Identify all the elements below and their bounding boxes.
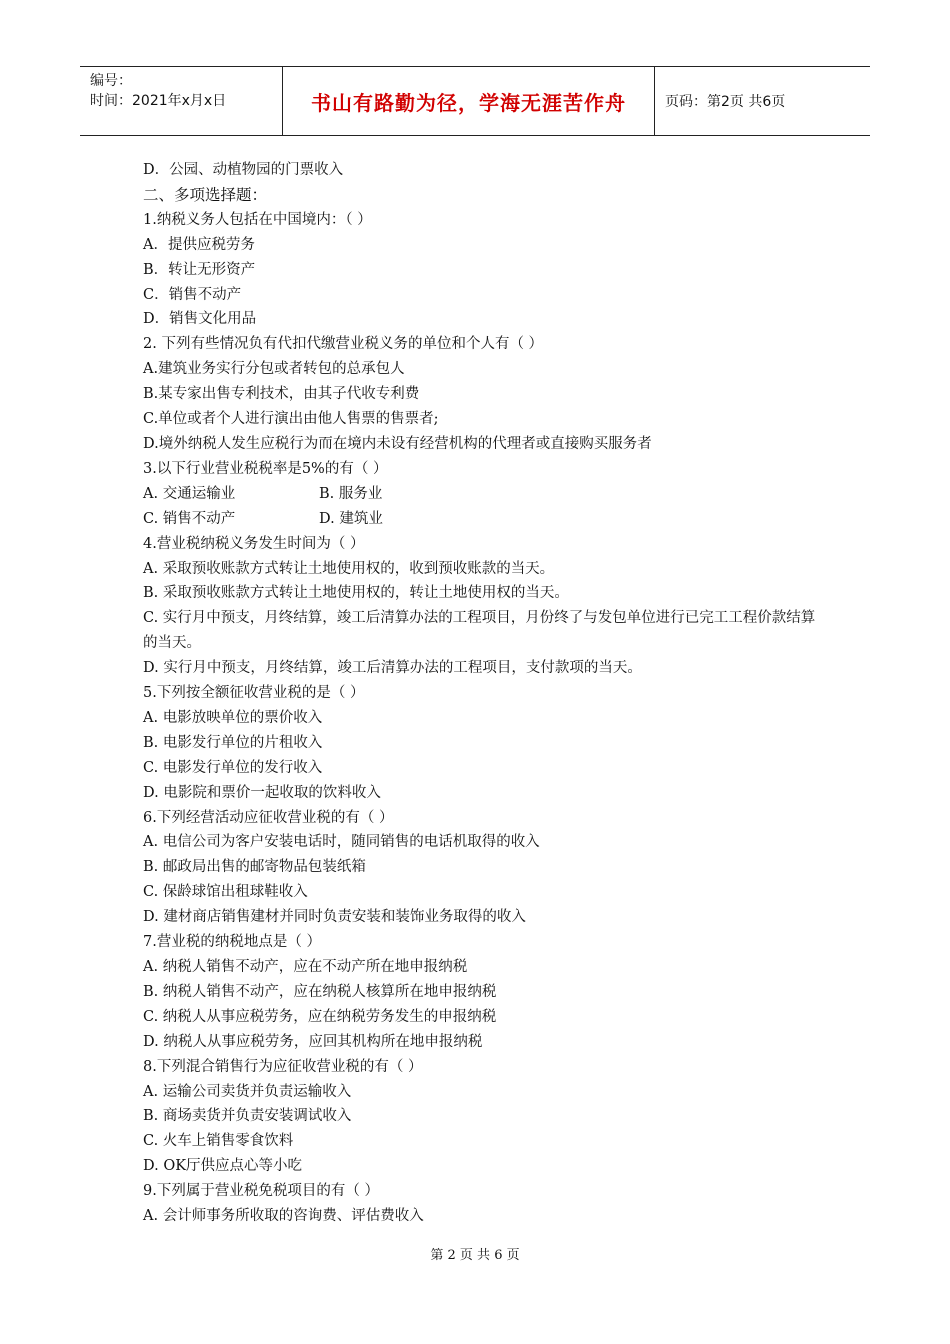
- header-meta: [80, 67, 283, 135]
- question-1: 1.纳税义务人包括在中国境内：（ ）: [143, 211, 372, 228]
- q3-options-row-1: [143, 482, 823, 507]
- q7-option-d: D. 纳税人从事应税劳务，应回其机构所在地申报纳税: [143, 1033, 483, 1050]
- question-7: 7.营业税的纳税地点是（ ）: [143, 934, 321, 951]
- q8-option-c: C. 火车上销售零食饮料: [143, 1133, 294, 1150]
- q3-option-c: C. 销售不动产: [143, 510, 236, 527]
- page-header: [80, 66, 870, 136]
- q7-option-a: A. 纳税人销售不动产，应在不动产所在地申报纳税: [143, 959, 468, 975]
- q3-option-d: D. 建筑业: [319, 510, 383, 527]
- q3-option-b: B. 服务业: [319, 485, 383, 502]
- q-prev-option-d: D．公园、动植物园的门票收入: [143, 162, 344, 178]
- q1-option-a: A．提供应税劳务: [143, 236, 255, 253]
- q7-option-b: B. 纳税人销售不动产，应在纳税人核算所在地申报纳税: [143, 983, 497, 1000]
- page-footer: 第 2 页 共 6 页: [430, 1248, 520, 1263]
- q4-option-a: A. 采取预收账款方式转让土地使用权的，收到预收账款的当天。: [143, 560, 555, 577]
- question-2: 2. 下列有些情况负有代扣代缴营业税义务的单位和个人有（ ）: [143, 336, 544, 353]
- q1-option-d: D．销售文化用品: [143, 311, 257, 328]
- header-page-label: 页码：第2页 共6页: [665, 94, 786, 110]
- q3-option-a: A. 交通运输业: [143, 485, 236, 502]
- q4-option-d: D. 实行月中预支，月终结算，竣工后清算办法的工程项目，支付款项的当天。: [143, 660, 642, 677]
- q3-options-row-2: [143, 507, 823, 532]
- question-8: 8.下列混合销售行为应征收营业税的有（ ）: [143, 1058, 423, 1075]
- q5-option-b: B. 电影发行单位的片租收入: [143, 734, 323, 751]
- time-label: 时间：2021年x月x日: [90, 93, 227, 109]
- q4-option-c: C. 实行月中预支，月终结算，竣工后清算办法的工程项目，月份终了与发包单位进行已完工工程价款结算的当天。: [143, 610, 816, 652]
- q8-option-b: B. 商场卖货并负责安装调试收入: [143, 1108, 352, 1125]
- q1-option-b: B．转让无形资产: [143, 261, 256, 278]
- q6-option-a: A. 电信公司为客户安装电话时，随同销售的电话机取得的收入: [143, 834, 540, 851]
- section-heading-multiple-choice: 二、多项选择题：: [143, 185, 268, 204]
- q6-option-b: B. 邮政局出售的邮寄物品包装纸箱: [143, 859, 366, 876]
- q7-option-c: C. 纳税人从事应税劳务，应在纳税劳务发生的申报纳税: [143, 1008, 497, 1025]
- q4-option-b: B. 采取预收账款方式转让土地使用权的，转让土地使用权的当天。: [143, 585, 569, 602]
- question-4: 4.营业税纳税义务发生时间为（ ）: [143, 535, 365, 552]
- code-label: 编号：: [90, 73, 132, 89]
- question-9: 9.下列属于营业税免税项目的有（ ）: [143, 1183, 379, 1200]
- question-5: 5.下列按全额征收营业税的是（ ）: [143, 685, 365, 702]
- question-6: 6.下列经营活动应征收营业税的有（ ）: [143, 809, 394, 826]
- q5-option-d: D. 电影院和票价一起收取的饮料收入: [143, 784, 381, 801]
- q2-option-b: B.某专家出售专利技术，由其子代收专利费: [143, 386, 420, 403]
- header-motto: 书山有路勤为径，学海无涯苦作舟: [283, 67, 655, 135]
- q5-option-c: C. 电影发行单位的发行收入: [143, 759, 323, 776]
- document-body: [143, 158, 823, 1229]
- q9-option-a: A. 会计师事务所收取的咨询费、评估费收入: [143, 1208, 424, 1225]
- q6-option-d: D. 建材商店销售建材并同时负责安装和装饰业务取得的收入: [143, 909, 526, 926]
- q6-option-c: C. 保龄球馆出租球鞋收入: [143, 884, 308, 901]
- q2-option-a: A.建筑业务实行分包或者转包的总承包人: [143, 361, 405, 378]
- q8-option-d: D. OK厅供应点心等小吃: [143, 1158, 303, 1175]
- q1-option-c: C．销售不动产: [143, 286, 242, 303]
- question-3: 3.以下行业营业税税率是5%的有（ ）: [143, 460, 388, 477]
- q2-option-d: D.境外纳税人发生应税行为而在境内未设有经营机构的代理者或直接购买服务者: [143, 435, 652, 452]
- q2-option-c: C.单位或者个人进行演出由他人售票的售票者;: [143, 411, 439, 428]
- q8-option-a: A. 运输公司卖货并负责运输收入: [143, 1083, 352, 1100]
- q5-option-a: A. 电影放映单位的票价收入: [143, 709, 323, 726]
